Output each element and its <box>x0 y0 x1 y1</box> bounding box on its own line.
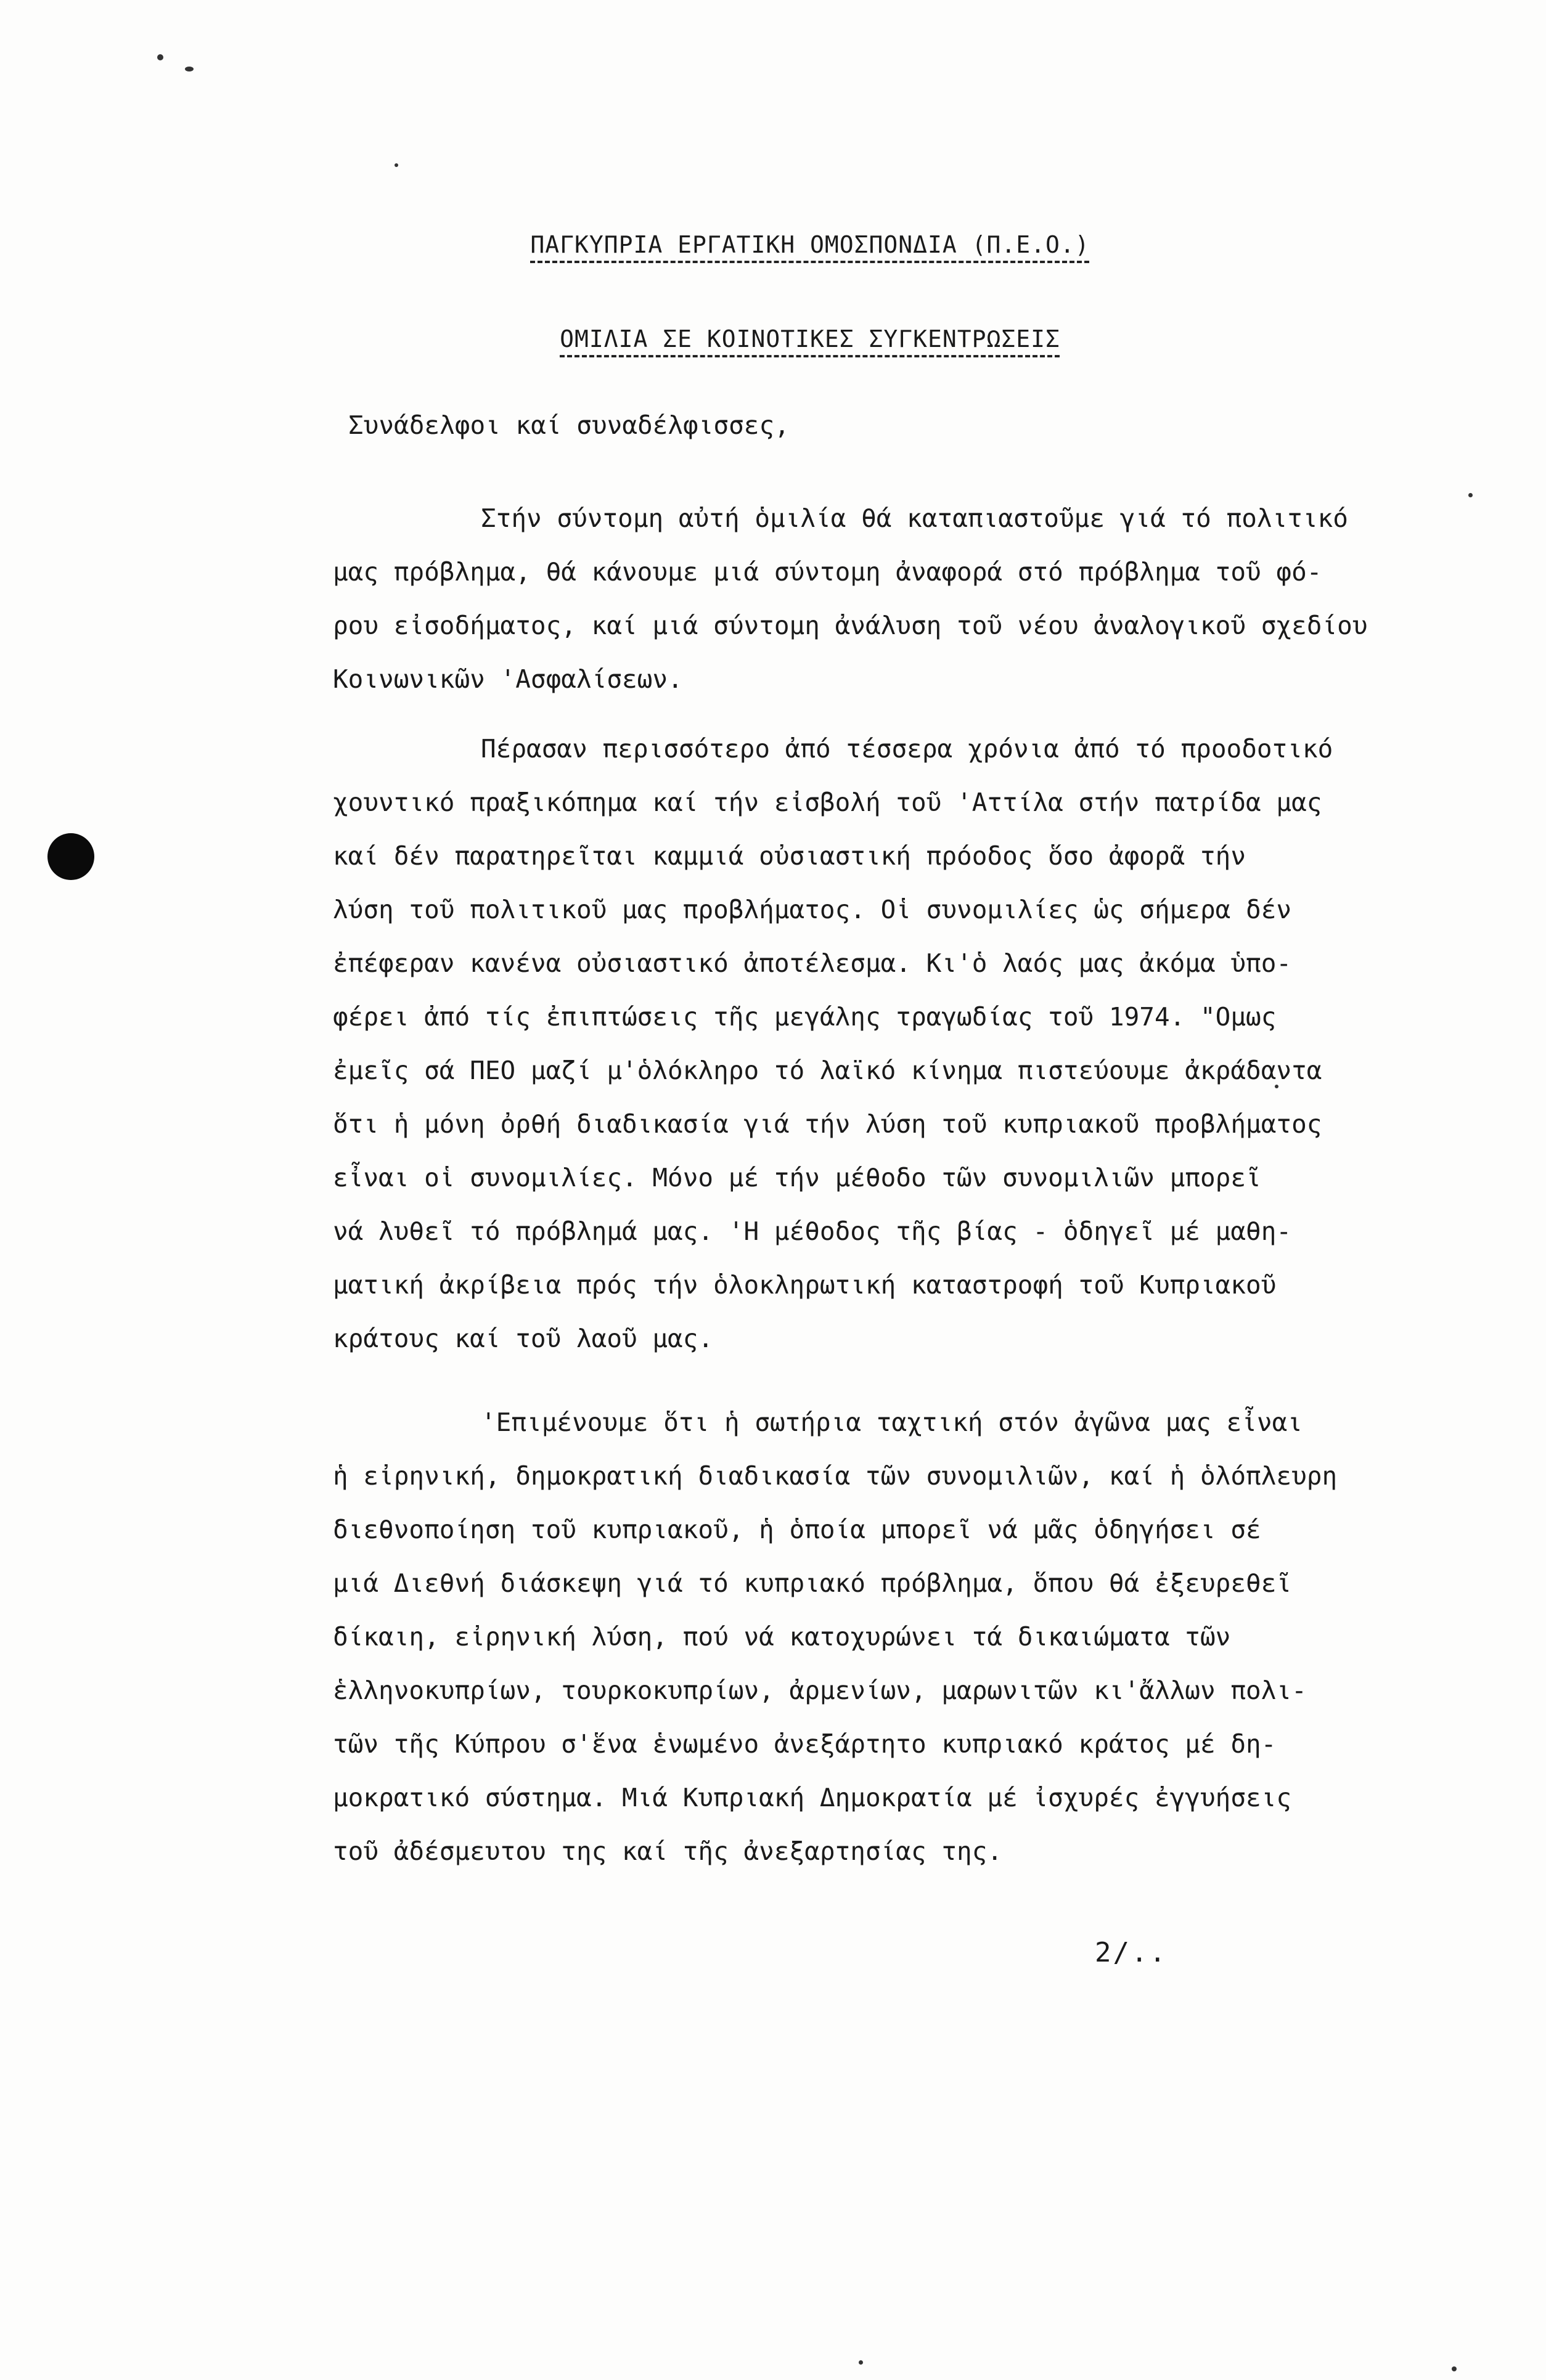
paragraph-1 <box>333 492 1381 706</box>
paragraph-line: ἐπέφεραν κανένα οὐσιαστικό ἀποτέλεσμα. Κι'ὁ λαός μας ἀκόμα ὑπο- <box>333 948 1292 978</box>
paragraph-line: Στήν σύντομη αὐτή ὁμιλία θά καταπιαστοῦμε γιά τό πολιτικό <box>481 503 1348 533</box>
paragraph-line: φέρει ἀπό τίς ἐπιπτώσεις τῆς μεγάλης τραγωδίας τοῦ 1974. "Ομως <box>333 1002 1277 1032</box>
salutation: Συνάδελφοι καί συναδέλφισσες, <box>348 410 790 440</box>
paragraph-line: τοῦ ἀδέσμευτου της καί τῆς ἀνεξαρτησίας της. <box>333 1836 1003 1866</box>
scan-speck <box>395 163 398 167</box>
paragraph-line: ὅτι ἡ μόνη ὀρθή διαδικασία γιά τήν λύση τοῦ κυπριακοῦ προβλήματος <box>333 1109 1322 1139</box>
paragraph-line: χουντικό πραξικόπημα καί τήν εἰσβολή τοῦ 'Αττίλα στήν πατρίδα μας <box>333 788 1322 817</box>
paragraph-line: μοκρατικό σύστημα. Μιά Κυπριακή Δημοκρατία μέ ἰσχυρές ἐγγυήσεις <box>333 1783 1292 1812</box>
speech-title: ΟΜΙΛΙΑ ΣΕ ΚΟΙΝΟΤΙΚΕΣ ΣΥΓΚΕΝΤΡΩΣΕΙΣ <box>560 325 1060 353</box>
scan-speck <box>859 2360 863 2365</box>
paragraph-3 <box>333 1396 1381 1878</box>
paragraph-line: ματική ἀκρίβεια πρός τήν ὁλοκληρωτική καταστροφή τοῦ Κυπριακοῦ <box>333 1270 1277 1300</box>
paragraph-line: τῶν τῆς Κύπρου σ'ἕνα ἑνωμένο ἀνεξάρτητο κυπριακό κράτος μέ δη- <box>333 1729 1277 1759</box>
paragraph-line: μιά Διεθνή διάσκεψη γιά τό κυπριακό πρόβλημα, ὅπου θά ἐξευρεθεῖ <box>333 1568 1292 1598</box>
paragraph-line: Κοινωνικῶν 'Ασφαλίσεων. <box>333 664 683 694</box>
paragraph-line: ἑλληνοκυπρίων, τουρκοκυπρίων, ἀρμενίων, μαρωνιτῶν κι'ἄλλων πολι- <box>333 1676 1307 1705</box>
paragraph-line: λύση τοῦ πολιτικοῦ μας προβλήματος. Οἱ συνομιλίες ὡς σήμερα δέν <box>333 895 1292 924</box>
paragraph-line: ἐμεῖς σά ΠΕΟ μαζί μ'ὁλόκληρο τό λαϊκό κίνημα πιστεύουμε ἀκράδαντα <box>333 1056 1322 1085</box>
paragraph-line: μας πρόβλημα, θά κάνουμε μιά σύντομη ἀναφορά στό πρόβλημα τοῦ φό- <box>333 557 1322 587</box>
scan-speck <box>1452 2366 1457 2371</box>
paragraph-line: 'Επιμένουμε ὅτι ἡ σωτήρια ταχτική στόν ἀγῶνα μας εἶναι <box>481 1408 1303 1437</box>
scan-speck <box>1468 493 1473 497</box>
paragraph-line: νά λυθεῖ τό πρόβλημά μας. 'Η μέθοδος τῆς βίας - ὁδηγεῖ μέ μαθη- <box>333 1216 1292 1246</box>
organization-title: ΠΑΓΚΥΠΡΙΑ ΕΡΓΑΤΙΚΗ ΟΜΟΣΠΟΝΔΙΑ (Π.Ε.Ο.) <box>530 231 1090 258</box>
paragraph-line: κράτους καί τοῦ λαοῦ μας. <box>333 1324 714 1353</box>
paragraph-line: ρου εἰσοδήματος, καί μιά σύντομη ἀνάλυση τοῦ νέου ἀναλογικοῦ σχεδίου <box>333 611 1368 640</box>
page-continuation-marker: 2/.. <box>1095 1937 1168 1968</box>
punch-hole <box>47 833 94 880</box>
paragraph-line: δίκαιη, εἰρηνική λύση, πού νά κατοχυρώνει τά δικαιώματα τῶν <box>333 1622 1231 1652</box>
scan-speck <box>157 54 163 60</box>
paragraph-line: Πέρασαν περισσότερο ἀπό τέσσερα χρόνια ἀπό τό προοδοτικό <box>481 734 1333 764</box>
scan-speck <box>185 67 194 71</box>
paragraph-line: καί δέν παρατηρεῖται καμμιά οὐσιαστική πρόοδος ὅσο ἀφορᾶ τήν <box>333 841 1246 871</box>
paragraph-line: ἡ εἰρηνική, δημοκρατική διαδικασία τῶν συνομιλιῶν, καί ἡ ὁλόπλευρη <box>333 1461 1338 1491</box>
paragraph-line: εἶναι οἱ συνομιλίες. Μόνο μέ τήν μέθοδο τῶν συνομιλιῶν μπορεῖ <box>333 1163 1261 1192</box>
paragraph-line: διεθνοποίηση τοῦ κυπριακοῦ, ἡ ὁποία μπορεῖ νά μᾶς ὁδηγήσει σέ <box>333 1515 1261 1544</box>
paragraph-2 <box>333 722 1381 1366</box>
